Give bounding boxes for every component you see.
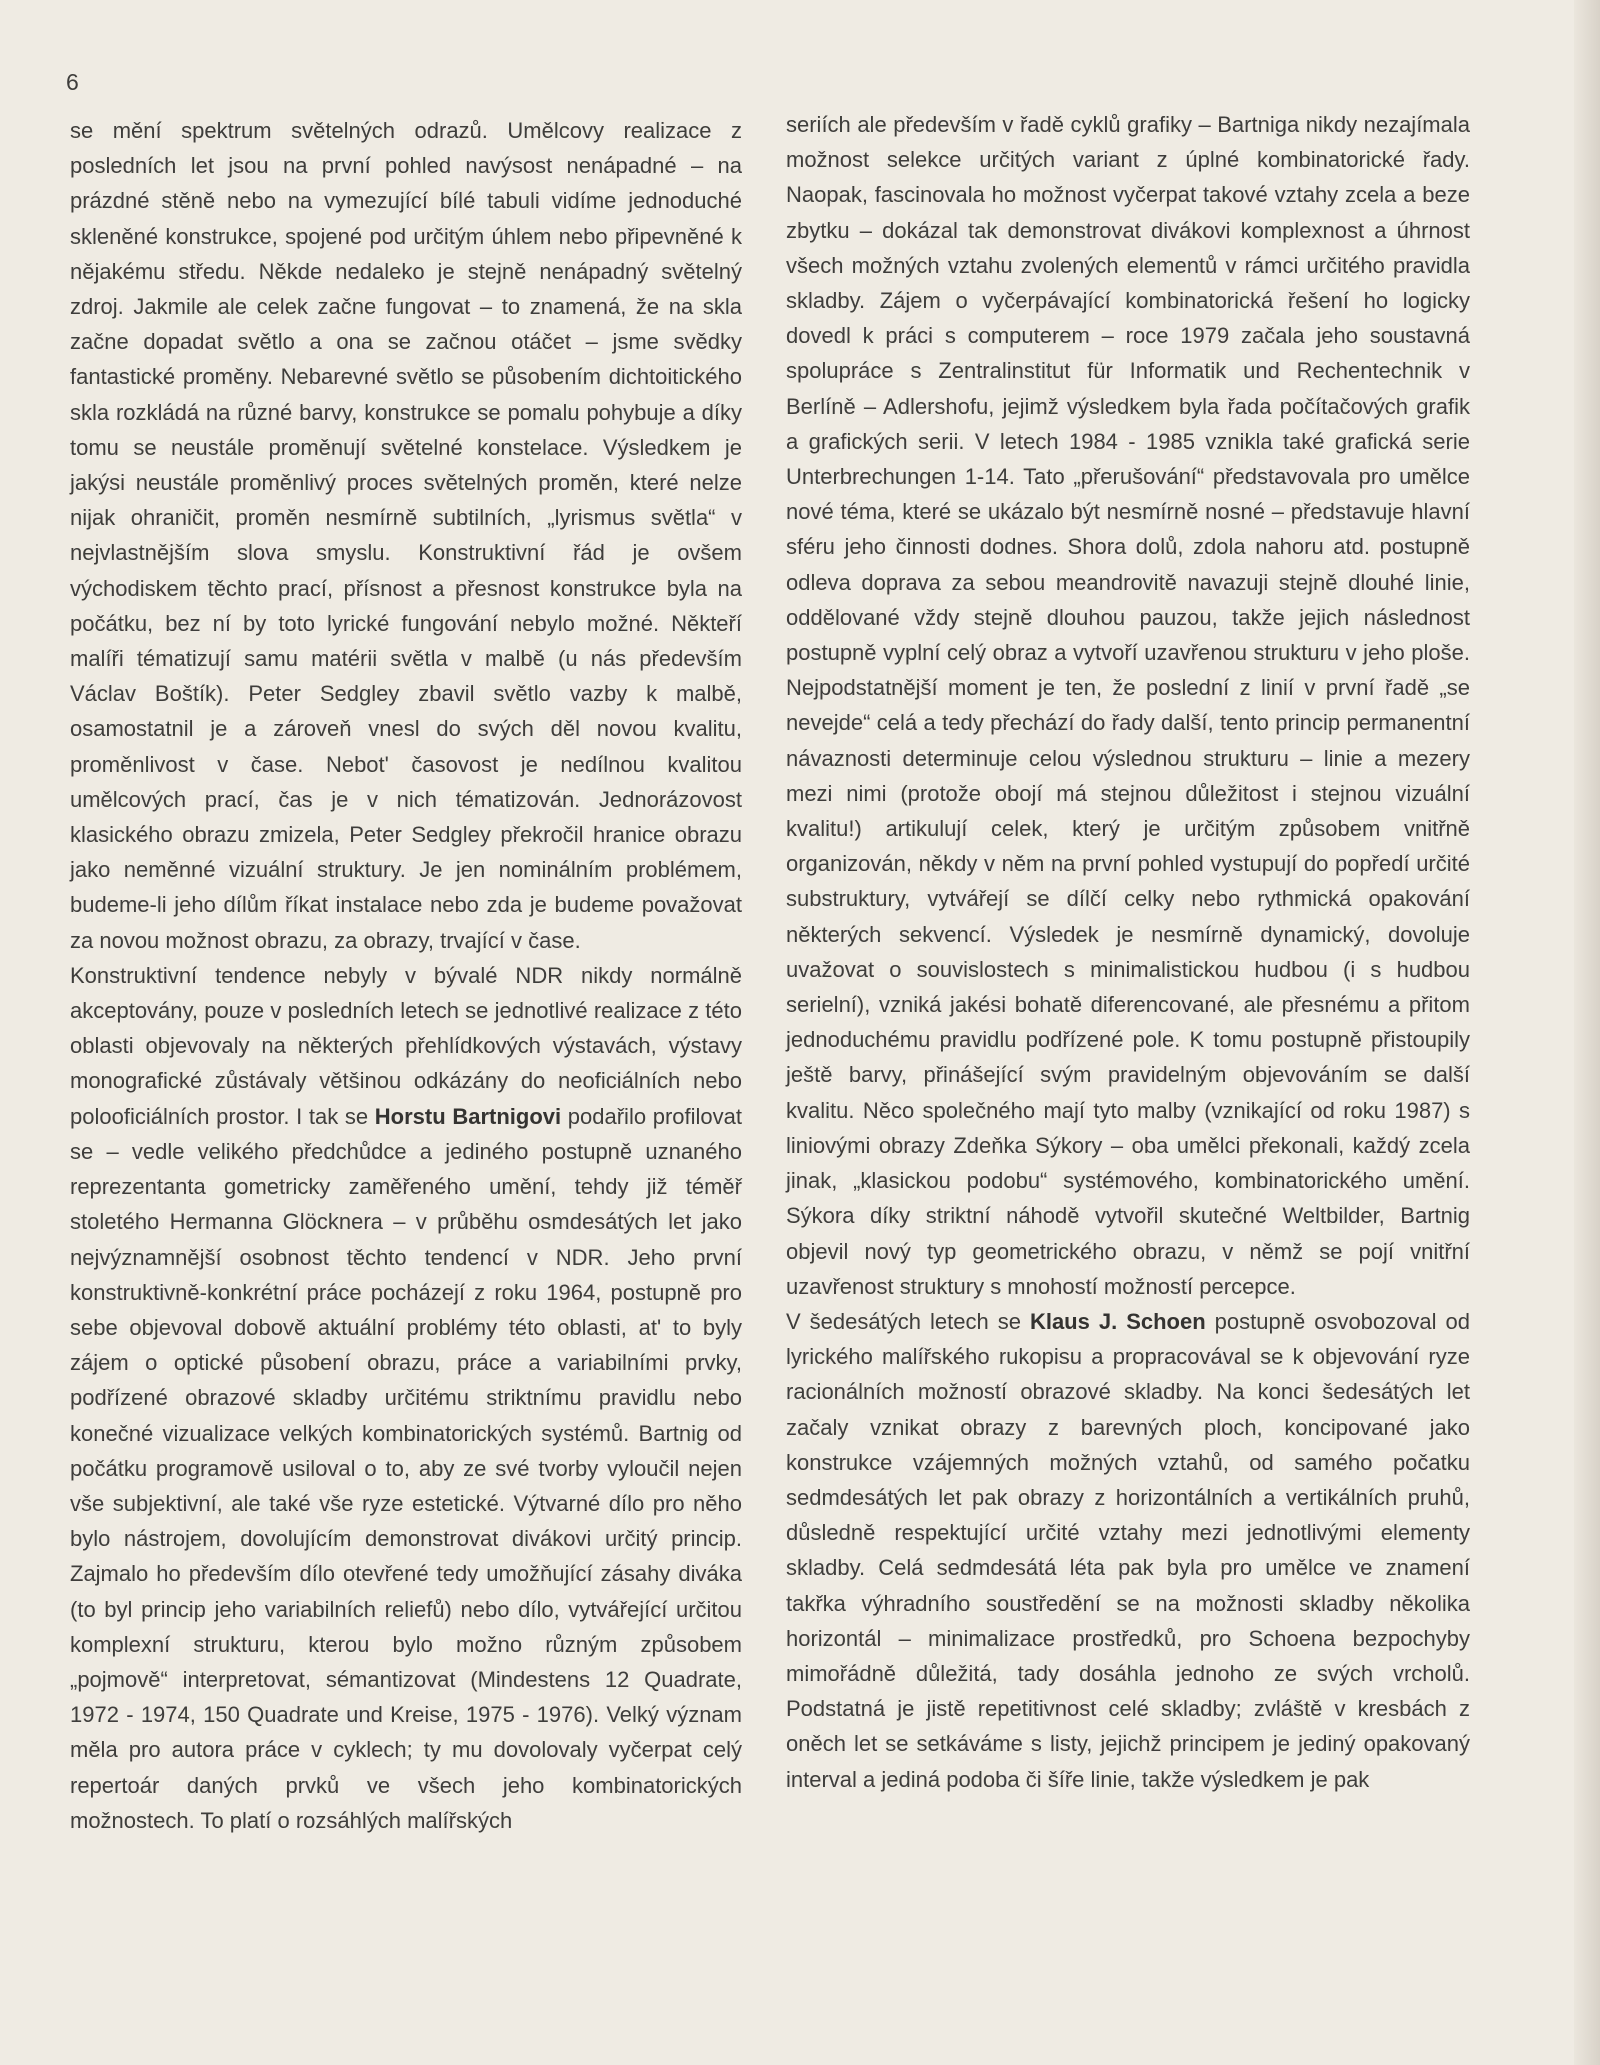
- right-paragraph-1: seriích ale především v řadě cyklů grafiky – Bartniga nikdy nezajímala možnost selekce určitých variant z úplné kombinatorické řady. Naopak, fascinovala ho možnost vyčerpat takové vztahy zcela a beze zbytku – dokázal tak demonstrovat divákovi komplexnost a úhrnost všech možných vztahu zvolených elementů v rámci určitého pravidla skladby. Zájem o vyčerpávající kombinatorická řešení ho logicky dovedl k práci s computerem – roce 1979 začala jeho soustavná spolupráce s Zentralinstitut für Informatik und Rechentechnik v Berlíně – Adlershofu, jejimž výsledkem byla řada počítačových grafik a grafických serii. V letech 1984 - 1985 vznikla také grafická serie Unterbrechungen 1-14. Tato „přerušování“ představovala pro umělce nové téma, které se ukázalo být nesmírně nosné – představuje hlavní sféru jeho činnosti dodnes. Shora dolů, zdola nahoru atd. postupně odleva doprava za sebou meandrovitě navazuji stejně dlouhé linie, oddělované vždy stejně dlouhou pauzou, takže jejich následnost postupně vyplní celý obraz a vytvoří uzavřenou strukturu v jeho ploše. Nejpodstatnější moment je ten, že poslední z linií v první řadě „se nevejde“ celá a tedy přechází do řady další, tento princip permanentní návaznosti determinuje celou výslednou strukturu – linie a mezery mezi nimi (protože obojí má stejnou důležitost i stejnou vizuální kvalitu!) artikulují celek, který je určitým způsobem vnitřně organizován, někdy v něm na první pohled vystupují do popředí určité substruktury, vytvářejí se dílčí celky nebo rythmická opakování některých sekvencí. Výsledek je nesmírně dynamický, dovoluje uvažovat o souvislostech s minimalistickou hudbou (i s hudbou serielní), vzniká jakési bohatě diferencované, ale přesnému a přitom jednoduchému pravidlu podřízené pole. K tomu postupně přistoupily ještě barvy, přinášející svým pravidelným objevováním se další kvalitu. Něco společného mají tyto malby (vznikající od roku 1987) s liniovými obrazy Zdeňka Sýkory – oba umělci překonali, každý zcela jinak, „klasickou podobu“ systémového, kombinatorického umění. Sýkora díky striktní náhodě vytvořil skutečné Weltbilder, Bartnig objevil nový typ geometrického obrazu, v němž se pojí vnitřní uzavřenost struktury s mnohostí možností percepce.: [786, 112, 1470, 1299]
- left-paragraph-2: [70, 958, 742, 1838]
- right-paragraph-2-body: postupně osvobozoval od lyrického malířského rukopisu a propracovával se k objevování ryze racionálních možností obrazové skladby. Na konci šedesátých let začaly vznikat obrazy z barevných ploch, koncipované jako konstrukce vzájemných možných vztahů, od samého počatku sedmdesátých let pak obrazy z horizontálních a vertikálních pruhů, důsledně respektující určité vztahy mezi jednotlivými elementy skladby. Celá sedmdesátá léta pak byla pro umělce ve znamení takřka výhradního soustředění se na možnosti skladby několika horizontál – minimalizace prostředků, pro Schoena bezpochyby mimořádně důležitá, tady dosáhla jednoho ze svých vrcholů. Podstatná je jistě repetitivnost celé skladby; zvláště v kresbách z oněch let se setkáváme s listy, jejichž principem je jediný opakovaný interval a jediná podoba či šíře linie, takže výsledkem je pak: [786, 1308, 1470, 1792]
- left-paragraph-2-intro: Konstruktivní tendence nebyly v bývalé NDR nikdy normálně akceptovány, pouze v posledních letech se jednotlivé realizace z této oblasti objevovaly na některých přehlídkových výstavách, výstavy monografické zůstávaly většinou odkázány do neoficiálních nebo polooficiálních prostor. I tak se: [70, 962, 742, 1129]
- artist-name-schoen: Klaus J. Schoen: [1029, 1308, 1206, 1334]
- right-paragraph-2: [786, 1304, 1470, 1797]
- right-paragraph-2-intro: V šedesátých letech se: [786, 1308, 1030, 1334]
- page-edge-shadow: [1574, 0, 1600, 2065]
- right-text-column: [786, 107, 1470, 1797]
- page-number: 6: [66, 69, 80, 95]
- left-text-column: [70, 113, 742, 1838]
- artist-name-bartnig: Horstu Bartnigovi: [374, 1103, 562, 1129]
- left-paragraph-1: se mění spektrum světelných odrazů. Umělcovy realizace z posledních let jsou na první pohled navýsost nenápadné – na prázdné stěně nebo na vymezující bílé tabuli vidíme jednoduché skleněné konstrukce, spojené pod určitým úhlem nebo připevněné k nějakému středu. Někde nedaleko je stejně nenápadný světelný zdroj. Jakmile ale celek začne fungovat – to znamená, že na skla začne dopadat světlo a ona se začnou otáčet – jsme svědky fantastické proměny. Nebarevné světlo se působením dichtoitického skla rozkládá na různé barvy, konstrukce se pomalu pohybuje a díky tomu se neustále proměnují světelné konstelace. Výsledkem je jakýsi neustále proměnlivý proces světelných proměn, které nelze nijak ohraničit, proměn nesmírně subtilních, „lyrismus světla“ v nejvlastnějším slova smyslu. Konstruktivní řád je ovšem východiskem těchto prací, přísnost a přesnost konstrukce byla na počátku, bez ní by toto lyrické fungování nebylo možné. Někteří malíři tématizují samu matérii světla v malbě (u nás především Václav Boštík). Peter Sedgley zbavil světlo vazby k malbě, osamostatnil je a zároveň vnesl do svých děl novou kvalitu, proměnlivost v čase. Nebot' časovost je nedílnou kvalitou umělcových prací, čas je v nich tématizován. Jednorázovost klasického obrazu zmizela, Peter Sedgley překročil hranice obrazu jako neměnné vizuální struktury. Je jen nominálním problémem, budeme-li jeho dílům říkat instalace nebo zda je budeme považovat za novou možnost obrazu, za obrazy, trvající v čase.: [70, 118, 742, 953]
- left-paragraph-2-body: podařilo profilovat se – vedle velikého předchůdce a jediného postupně uznaného reprezentanta gometricky zaměřeného umění, tehdy již téměř stoletého Hermanna Glöcknera – v průběhu osmdesátých let jako nejvýznamnější osobnost těchto tendencí v NDR. Jeho první konstruktivně-konkrétní práce pocházejí z roku 1964, postupně pro sebe objevoval dobově aktuální problémy této oblasti, at' to byly zájem o optické působení obrazu, práce a variabilními prvky, podřízené obrazové skladby určitému striktnímu pravidlu nebo konečné vizualizace velkých kombinatorických systémů. Bartnig od počátku programově usiloval o to, aby ze své tvorby vyloučil nejen vše subjektivní, ale také vše ryze estetické. Výtvarné dílo pro něho bylo nástrojem, dovolujícím demonstrovat divákovi určitý princip. Zajmalo ho především dílo otevřené tedy umožňující zásahy diváka (to byl princip jeho variabilních reliefů) nebo dílo, vytvářející určitou komplexní strukturu, kterou bylo možno různým způsobem „pojmově“ interpretovat, sémantizovat (Mindestens 12 Quadrate, 1972 - 1974, 150 Quadrate und Kreise, 1975 - 1976). Velký význam měla pro autora práce v cyklech; ty mu dovolovaly vyčerpat celý repertoár daných prvků ve všech jeho kombinatorických možnostech. To platí o rozsáhlých malířských: [70, 1103, 742, 1833]
